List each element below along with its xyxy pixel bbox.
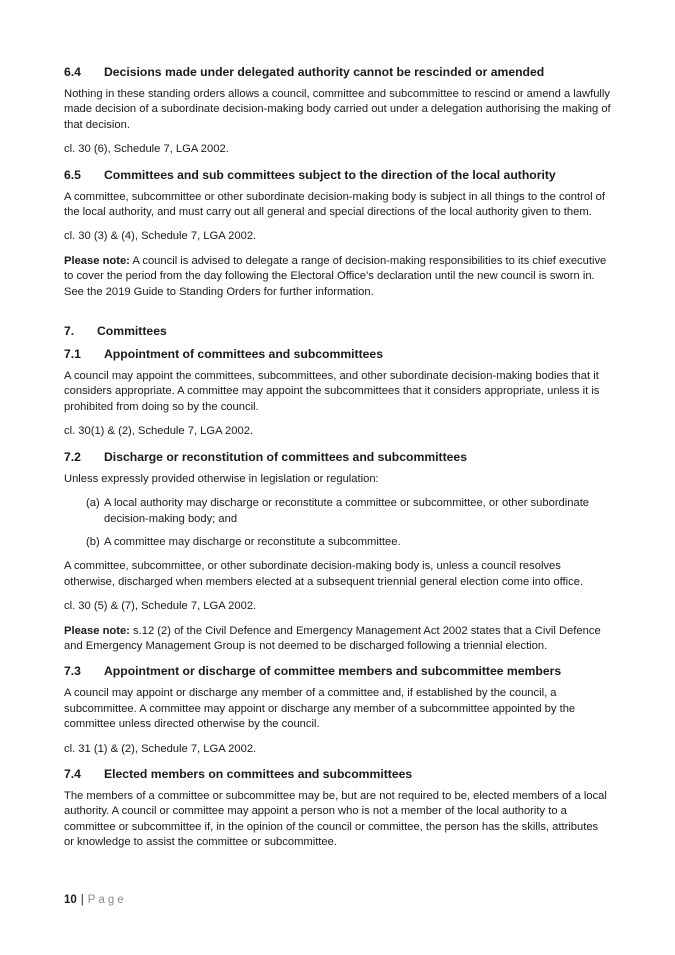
list-item [86,496,611,527]
section-title: Appointment of committees and subcommittees [104,347,383,362]
list-item [86,535,611,550]
paragraph: Nothing in these standing orders allows a council, committee and subcommittee to rescind or amend a lawfully made decision of a subordinate decision-making body carried out under a delegation authorising the making of that decision. [64,88,611,131]
section-heading-7-2 [64,449,611,465]
section-heading-7-3 [64,663,611,679]
section-title: Decisions made under delegated authority cannot be rescinded or amended [104,65,545,79]
note-paragraph [64,254,611,300]
note-label: Please note: [64,254,130,267]
list-marker: (b) [86,535,100,548]
citation: cl. 30 (5) & (7), Schedule 7, LGA 2002. [64,600,257,613]
note-text: A council is advised to delegate a range of decision-making responsibilities to its chief executive to cover the period from the day following the Electoral Office’s declaration until the new council is sworn in. See the 2019 Guide to Standing Orders for further information. [64,254,607,298]
citation: cl. 31 (1) & (2), Schedule 7, LGA 2002. [64,742,257,755]
paragraph: A committee, subcommittee, or other subordinate decision-making body is, unless a council resolves otherwise, discharged when members elected at a subsequent triennial general election come into office. [64,560,584,588]
paragraph: Unless expressly provided otherwise in legislation or regulation: [64,472,379,485]
section-heading-6-5 [64,167,611,183]
section-heading-7-1 [64,346,611,362]
page-number: 10 [64,894,77,906]
section-title: Appointment or discharge of committee members and subcommittee members [104,664,562,679]
citation: cl. 30 (3) & (4), Schedule 7, LGA 2002. [64,230,257,243]
paragraph: A committee, subcommittee or other subordinate decision-making body is subject in all things to the control of the local authority, and must carry out all general and special directions of the local authority given to them. [64,190,606,219]
page-footer [64,894,127,906]
section-number: 6.4 [64,65,81,79]
paragraph: A council may appoint or discharge any member of a committee and, if established by the council, a subcommittee. A committee may appoint or discharge any member of a subcommittee appointed by the committee unless directed otherwise by the council. [64,687,576,731]
section-number: 7.3 [64,664,81,679]
section-title: Discharge or reconstitution of committees and subcommittees [104,449,467,464]
section-number: 7.2 [64,449,81,464]
citation: cl. 30 (6), Schedule 7, LGA 2002. [64,143,229,156]
citation: cl. 30(1) & (2), Schedule 7, LGA 2002. [64,425,254,438]
section-heading-7-4 [64,766,611,782]
footer-separator: | [80,894,84,906]
section-number: 7.1 [64,347,81,362]
section-title: Elected members on committees and subcommittees [104,766,413,781]
lettered-list [86,496,611,550]
paragraph: A council may appoint the committees, subcommittees, and other subordinate decision-making bodies that it considers appropriate. A committee may appoint the subcommittees that it considers appropriate, unless it is prohibited from doing so by the council. [64,370,600,413]
section-title: Committees [97,324,167,339]
list-item-text: A committee may discharge or reconstitute a subcommittee. [104,535,401,548]
spacer [64,309,611,323]
list-marker: (a) [86,497,100,510]
section-heading-7 [64,323,611,339]
section-number: 7.4 [64,766,81,781]
list-item-text: A local authority may discharge or reconstitute a committee or subcommittee, or other subordinate decision-making body; and [104,497,590,525]
page-word: Page [87,894,127,906]
section-title: Committees and sub committees subject to the direction of the local authority [104,167,556,182]
section-number: 6.5 [64,167,81,182]
section-heading-6-4 [64,64,611,80]
paragraph: The members of a committee or subcommittee may be, but are not required to be, elected members of a local authority. A council or committee may appoint a person who is not a member of the local authority to a committee or subcommittee if, in the opinion of the council or committee, the person has the skills, attributes or knowledge to assist the committee or subcommittee. [64,789,607,849]
note-text: s.12 (2) of the Civil Defence and Emergency Management Act 2002 states that a Civil Defence and Emergency Management Group is not deemed to be discharged following a triennial election. [64,624,601,652]
note-label: Please note: [64,624,130,637]
section-number: 7. [64,324,75,339]
note-paragraph [64,624,611,655]
